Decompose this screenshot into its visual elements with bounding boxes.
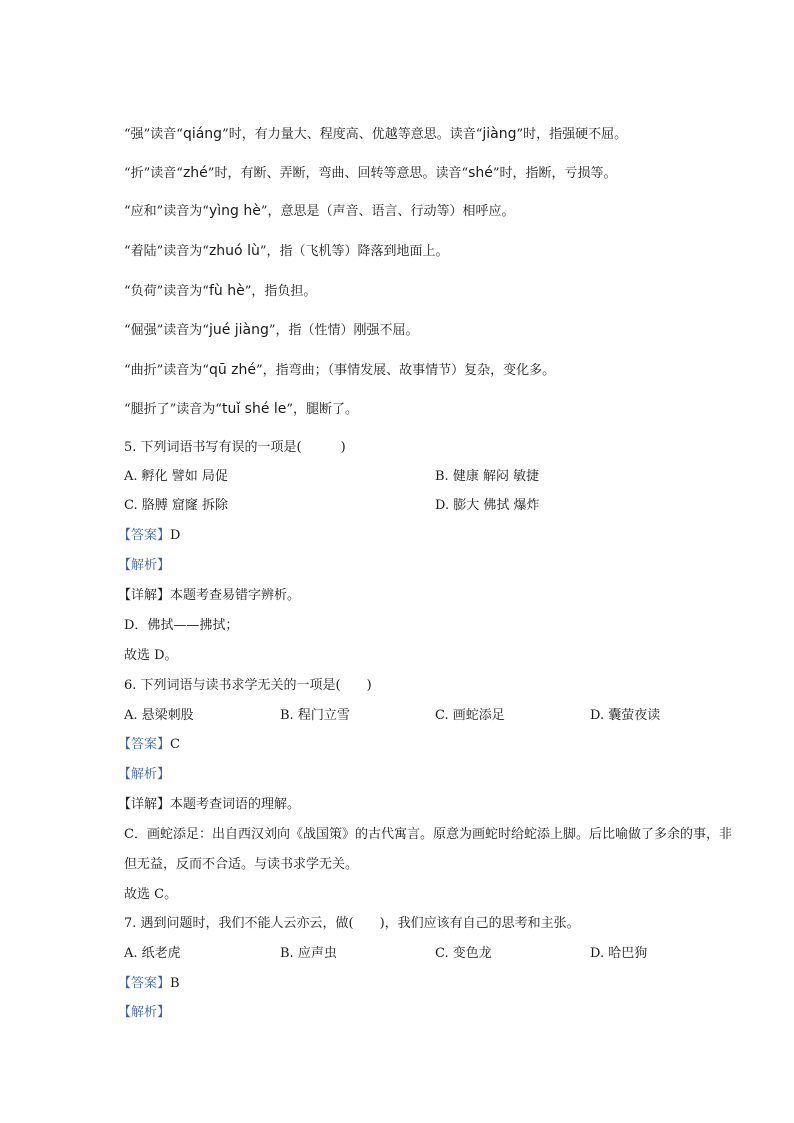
option-a: A. 悬梁刺股 xyxy=(124,708,194,723)
reading-line: “倔强”读音为“jué jiàng”，指（性情）刚强不屈。 xyxy=(124,322,419,338)
option-c: C. 变色龙 xyxy=(435,946,492,961)
option-a: A. 孵化 譬如 局促 xyxy=(124,469,228,484)
reading-line: “应和”读音为“yìng hè”，意思是（声音、语言、行动等）相呼应。 xyxy=(124,203,515,219)
answer-line xyxy=(118,736,180,754)
reading-line: “强”读音“qiáng”时，有力量大、程度高、优越等意思。读音“jiàng”时，指强硬不屈。 xyxy=(124,126,628,142)
answer-tag: 【答案】 xyxy=(118,528,171,543)
reading-line: “负荷”读音为“fù hè”，指负担。 xyxy=(124,283,317,299)
analysis-tag: 【解析】 xyxy=(118,558,171,573)
question-stem: 6. 下列词语与读书求学无关的一项是( ) xyxy=(124,678,372,693)
question-stem: 7. 遇到问题时，我们不能人云亦云，做( )，我们应该有自己的思考和主张。 xyxy=(124,916,580,931)
detail-line: 【详解】本题考查易错字辨析。 xyxy=(118,588,301,603)
option-b: B. 健康 解闷 敏捷 xyxy=(435,469,540,484)
reading-line: “腿折了”读音为“tuǐ shé le”，腿断了。 xyxy=(124,401,359,417)
reading-line: “折”读音“zhé”时，有断、弄断，弯曲、回转等意思。读音“shé”时，指断，亏损等。 xyxy=(124,165,617,181)
answer-line xyxy=(118,527,180,545)
answer-tag: 【答案】 xyxy=(118,737,171,752)
option-c: C. 画蛇添足 xyxy=(435,708,505,723)
explanation-line: 故选 C。 xyxy=(124,887,178,902)
answer-tag: 【答案】 xyxy=(118,976,171,991)
explanation-line: 但无益，反而不合适。与读书求学无关。 xyxy=(124,857,359,872)
explanation-line: C．画蛇添足：出自西汉刘向《战国策》的古代寓言。原意为画蛇时给蛇添上脚。后比喻做了多余的事，非 xyxy=(124,827,732,842)
option-d: D. 哈巴狗 xyxy=(590,946,648,961)
answer-value: B xyxy=(170,976,180,991)
answer-value: D xyxy=(170,528,181,543)
option-row xyxy=(124,497,724,515)
option-c: C. 胳膊 窟窿 拆除 xyxy=(124,498,229,513)
option-a: A. 纸老虎 xyxy=(124,946,181,961)
detail-tag: 【详解】 xyxy=(118,797,171,812)
detail-line: 【详解】本题考查词语的理解。 xyxy=(118,797,301,812)
explanation-line: 故选 D。 xyxy=(124,648,178,663)
answer-value: C xyxy=(170,737,180,752)
option-b: B. 应声虫 xyxy=(280,946,337,961)
analysis-tag: 【解析】 xyxy=(118,1005,171,1020)
option-b: B. 程门立雪 xyxy=(280,708,350,723)
reading-line: “曲折”读音为“qū zhé”，指弯曲；（事情发展、故事情节）复杂，变化多。 xyxy=(124,362,556,378)
reading-line: “着陆”读音为“zhuó lù”，指（飞机等）降落到地面上。 xyxy=(124,243,449,259)
explanation-line: D．佛拭——拂拭； xyxy=(124,618,239,633)
option-d: D. 囊萤夜读 xyxy=(590,708,661,723)
option-row xyxy=(124,945,724,963)
detail-tag: 【详解】 xyxy=(118,588,171,603)
answer-line xyxy=(118,975,180,993)
question-stem: 5. 下列词语书写有误的一项是( ) xyxy=(124,440,346,455)
analysis-tag: 【解析】 xyxy=(118,767,171,782)
option-row xyxy=(124,707,724,725)
option-d: D. 膨大 佛拭 爆炸 xyxy=(435,498,540,513)
option-row xyxy=(124,468,724,486)
